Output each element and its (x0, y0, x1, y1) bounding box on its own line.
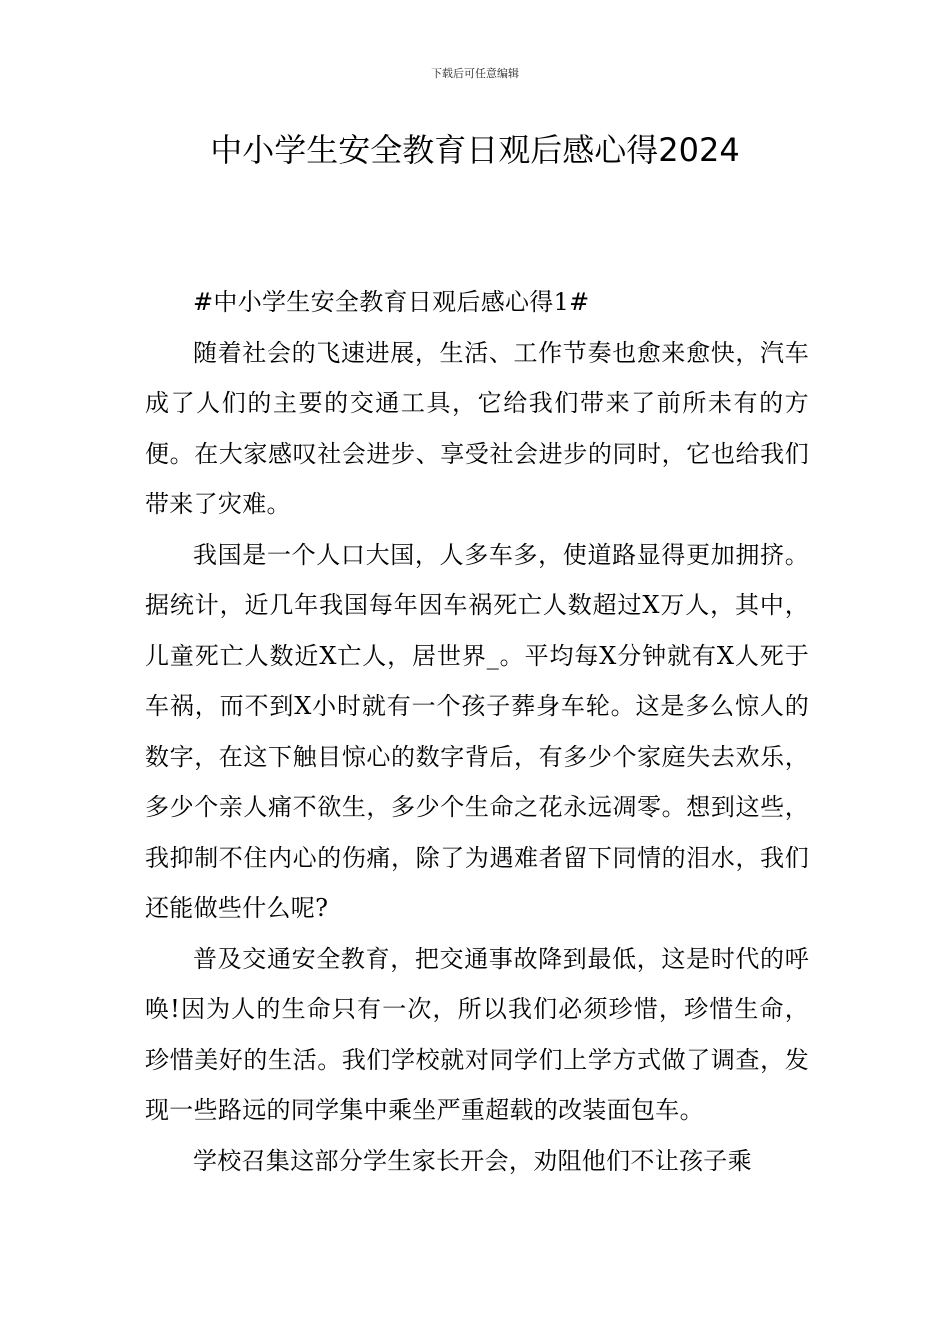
document-title: 中小学生安全教育日观后感心得2024 (210, 131, 740, 169)
body-paragraph: 学校召集这部分学生家长开会，劝阻他们不让孩子乘 (193, 1146, 752, 1175)
section-heading: #中小学生安全教育日观后感心得1# (193, 288, 590, 316)
body-paragraph: 普及交通安全教育，把交通事故降到最低，这是时代的呼唤!因为人的生命只有一次，所以我们必须珍惜，珍惜生命，珍惜美好的生活。我们学校就对同学们上学方式做了调查，发现一些路远的同学集中乘坐严重超载的改装面包车。 (145, 944, 809, 1124)
document-body (145, 277, 809, 1186)
body-paragraph: 我国是一个人口大国，人多车多，使道路显得更加拥挤。据统计，近几年我国每年因车祸死亡人数超过X万人，其中，儿童死亡人数近X亡人，居世界_。平均每X分钟就有X人死于车祸，而不到X小时就有一个孩子葬身车轮。这是多么惊人的数字，在这下触目惊心的数字背后，有多少个家庭失去欢乐，多少个亲人痛不欲生，多少个生命之花永远凋零。想到这些，我抑制不住内心的伤痛，除了为遇难者留下同情的泪水，我们还能做些什么呢? (145, 540, 809, 922)
header-note: 下载后可任意编辑 (431, 67, 519, 80)
body-paragraph: 随着社会的飞速进展，生活、工作节奏也愈来愈快，汽车成了人们的主要的交通工具，它给我们带来了前所未有的方便。在大家感叹社会进步、享受社会进步的同时，它也给我们带来了灾难。 (145, 338, 809, 518)
